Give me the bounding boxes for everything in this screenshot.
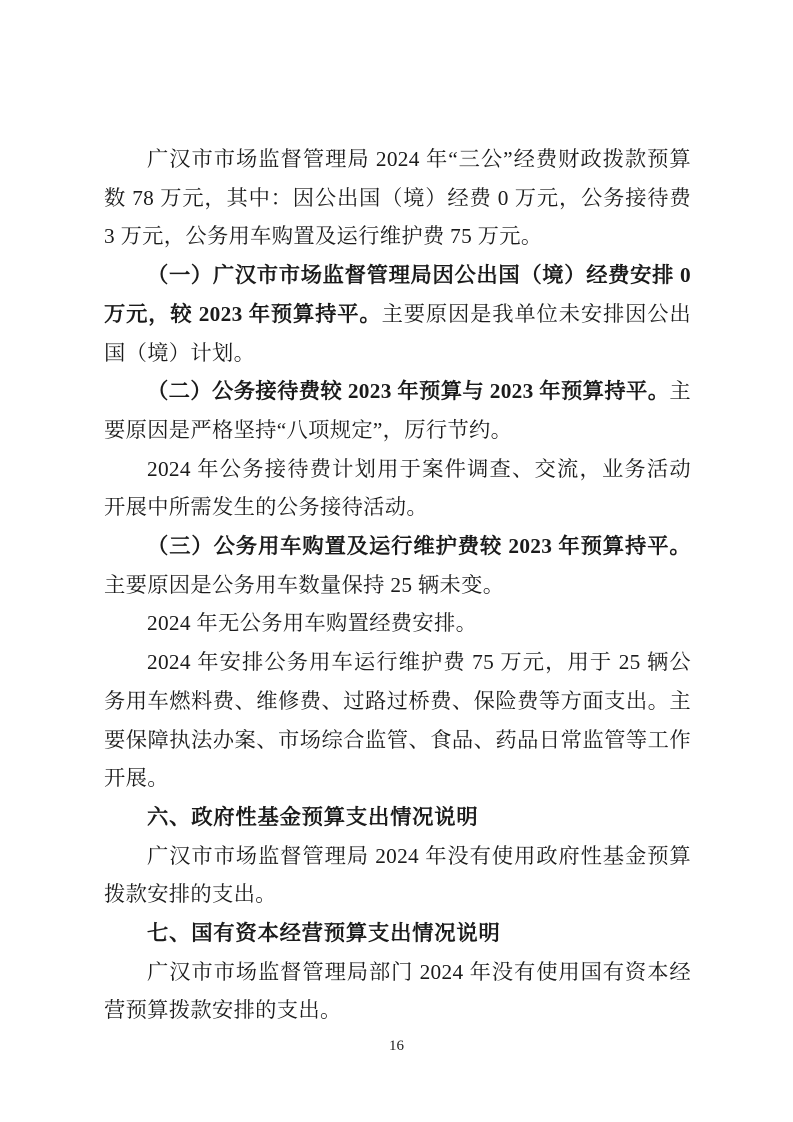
paragraph xyxy=(104,604,691,643)
text-segment: 广汉市市场监督管理局部门 2024 年没有使用国有资本经营预算拨款安排的支出。 xyxy=(104,959,691,1023)
paragraph xyxy=(104,643,691,798)
page-number: 16 xyxy=(389,1038,404,1054)
section-heading xyxy=(104,798,691,837)
text-segment: 2024 年无公务用车购置经费安排。 xyxy=(147,611,478,636)
text-segment: （三）公务用车购置及运行维护费较 2023 年预算持平。 xyxy=(147,534,691,559)
document-body xyxy=(104,140,691,1030)
paragraph xyxy=(104,256,691,372)
text-segment: 广汉市市场监督管理局 2024 年没有使用政府性基金预算拨款安排的支出。 xyxy=(104,843,691,907)
text-segment: （一）广汉市市场监督管理局因公出国（境）经费安排 0 万元，较 2023 年预算持平。 xyxy=(104,263,691,326)
paragraph xyxy=(104,953,691,1030)
section-heading xyxy=(104,914,691,953)
text-segment: 六、政府性基金预算支出情况说明 xyxy=(147,804,479,829)
text-segment: 广汉市市场监督管理局 2024 年“三公”经费财政拨款预算数 78 万元，其中：因公出国（境）经费 0 万元，公务接待费 3 万元，公务用车购置及运行维护费 75 万元。 xyxy=(104,147,691,249)
text-segment: 2024 年安排公务用车运行维护费 75 万元，用于 25 辆公务用车燃料费、维修费、过路过桥费、保险费等方面支出。主要保障执法办案、市场综合监管、食品、药品日常监管等工作开展。 xyxy=(104,650,691,791)
paragraph xyxy=(104,527,691,604)
text-segment: 2024 年公务接待费计划用于案件调查、交流，业务活动开展中所需发生的公务接待活动。 xyxy=(104,456,691,520)
text-segment: （二）公务接待费较 2023 年预算与 2023 年预算持平。 xyxy=(147,379,670,404)
paragraph xyxy=(104,837,691,914)
text-segment: 主要原因是公务用车数量保持 25 辆未变。 xyxy=(104,572,505,597)
paragraph xyxy=(104,372,691,449)
paragraph xyxy=(104,140,691,256)
text-segment: 七、国有资本经营预算支出情况说明 xyxy=(147,921,501,946)
text-segment: 主要原因是我单位未安排因公出国（境）计划。 xyxy=(104,301,692,365)
paragraph xyxy=(104,450,691,527)
text-segment: 主要原因是严格坚持“八项规定”，厉行节约。 xyxy=(104,379,691,442)
